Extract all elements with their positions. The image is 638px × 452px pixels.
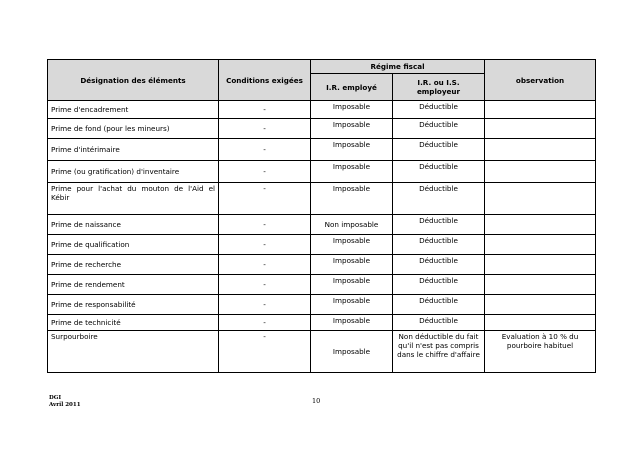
- row-ir-employe: Imposable: [311, 275, 393, 295]
- row-designation: Prime (ou gratification) d'inventaire: [48, 161, 219, 183]
- row-ir-employe: Imposable: [311, 161, 393, 183]
- row-ir-employeur: Déductible: [393, 161, 485, 183]
- row-conditions: -: [219, 161, 311, 183]
- row-observation: [485, 101, 596, 119]
- row-ir-employeur: Déductible: [393, 215, 485, 235]
- row-ir-employe: Imposable: [311, 139, 393, 161]
- row-ir-employeur: Déductible: [393, 183, 485, 215]
- table-row: [48, 101, 596, 119]
- row-conditions: -: [219, 275, 311, 295]
- row-ir-employe: Imposable: [311, 101, 393, 119]
- table-row: [48, 275, 596, 295]
- row-ir-employeur: Déductible: [393, 119, 485, 139]
- header-designation: Désignation des éléments: [48, 60, 219, 101]
- footer-org: DGI: [49, 395, 62, 401]
- header-regime-fiscal: Régime fiscal: [311, 60, 485, 74]
- row-ir-employe: Imposable: [311, 119, 393, 139]
- row-observation: [485, 315, 596, 331]
- table-row: [48, 139, 596, 161]
- table-row: [48, 315, 596, 331]
- row-observation: [485, 275, 596, 295]
- row-ir-employe: Imposable: [311, 183, 393, 215]
- table-row: [48, 255, 596, 275]
- row-conditions: -: [219, 331, 311, 373]
- row-conditions: -: [219, 235, 311, 255]
- row-ir-employe: Imposable: [311, 235, 393, 255]
- row-conditions: -: [219, 315, 311, 331]
- table-row: [48, 161, 596, 183]
- row-ir-employeur: Déductible: [393, 315, 485, 331]
- row-observation: [485, 295, 596, 315]
- table-row: [48, 295, 596, 315]
- table-row: [48, 235, 596, 255]
- row-conditions: -: [219, 101, 311, 119]
- header-observation: observation: [485, 60, 596, 101]
- row-designation: Prime de rendement: [48, 275, 219, 295]
- row-observation: [485, 139, 596, 161]
- row-conditions: -: [219, 139, 311, 161]
- row-designation: Prime de technicité: [48, 315, 219, 331]
- table-row: [48, 183, 596, 215]
- row-ir-employeur: Déductible: [393, 255, 485, 275]
- row-ir-employeur: Déductible: [393, 101, 485, 119]
- row-observation: [485, 161, 596, 183]
- row-designation: Prime pour l'achat du mouton de l'Aid el Kébir: [48, 183, 219, 215]
- page-number: 10: [312, 397, 321, 405]
- table-row: [48, 119, 596, 139]
- table-row: [48, 215, 596, 235]
- row-observation: [485, 215, 596, 235]
- row-conditions: -: [219, 295, 311, 315]
- row-ir-employeur: Déductible: [393, 139, 485, 161]
- row-ir-employe: Non imposable: [311, 215, 393, 235]
- row-ir-employeur: Non déductible du fait qu'il n'est pas compris dans le chiffre d'affaire: [393, 331, 485, 373]
- row-designation: Prime de responsabilité: [48, 295, 219, 315]
- footer-date: Avril 2011: [49, 402, 81, 409]
- row-designation: Prime de qualification: [48, 235, 219, 255]
- fiscal-regime-table: [47, 59, 596, 373]
- row-conditions: -: [219, 119, 311, 139]
- row-designation: Prime d'intérimaire: [48, 139, 219, 161]
- row-conditions: -: [219, 183, 311, 215]
- row-designation: Prime de naissance: [48, 215, 219, 235]
- header-conditions: Conditions exigées: [219, 60, 311, 101]
- row-ir-employeur: Déductible: [393, 275, 485, 295]
- row-conditions: -: [219, 255, 311, 275]
- row-designation: Prime d'encadrement: [48, 101, 219, 119]
- row-ir-employe: Imposable: [311, 315, 393, 331]
- row-observation: [485, 183, 596, 215]
- row-designation: Surpourboire: [48, 331, 219, 373]
- row-designation: Prime de recherche: [48, 255, 219, 275]
- row-designation: Prime de fond (pour les mineurs): [48, 119, 219, 139]
- row-observation: Evaluation à 10 % du pourboire habituel: [485, 331, 596, 373]
- row-ir-employe: Imposable: [311, 331, 393, 373]
- footer-left: [49, 395, 81, 410]
- row-ir-employeur: Déductible: [393, 295, 485, 315]
- row-ir-employe: Imposable: [311, 255, 393, 275]
- row-observation: [485, 255, 596, 275]
- row-observation: [485, 235, 596, 255]
- row-conditions: -: [219, 215, 311, 235]
- table-row: [48, 331, 596, 373]
- row-observation: [485, 119, 596, 139]
- header-ir-employeur: I.R. ou I.S. employeur: [393, 74, 485, 101]
- row-ir-employeur: Déductible: [393, 235, 485, 255]
- header-ir-employe: I.R. employé: [311, 74, 393, 101]
- row-ir-employe: Imposable: [311, 295, 393, 315]
- header-row-top: [48, 60, 596, 74]
